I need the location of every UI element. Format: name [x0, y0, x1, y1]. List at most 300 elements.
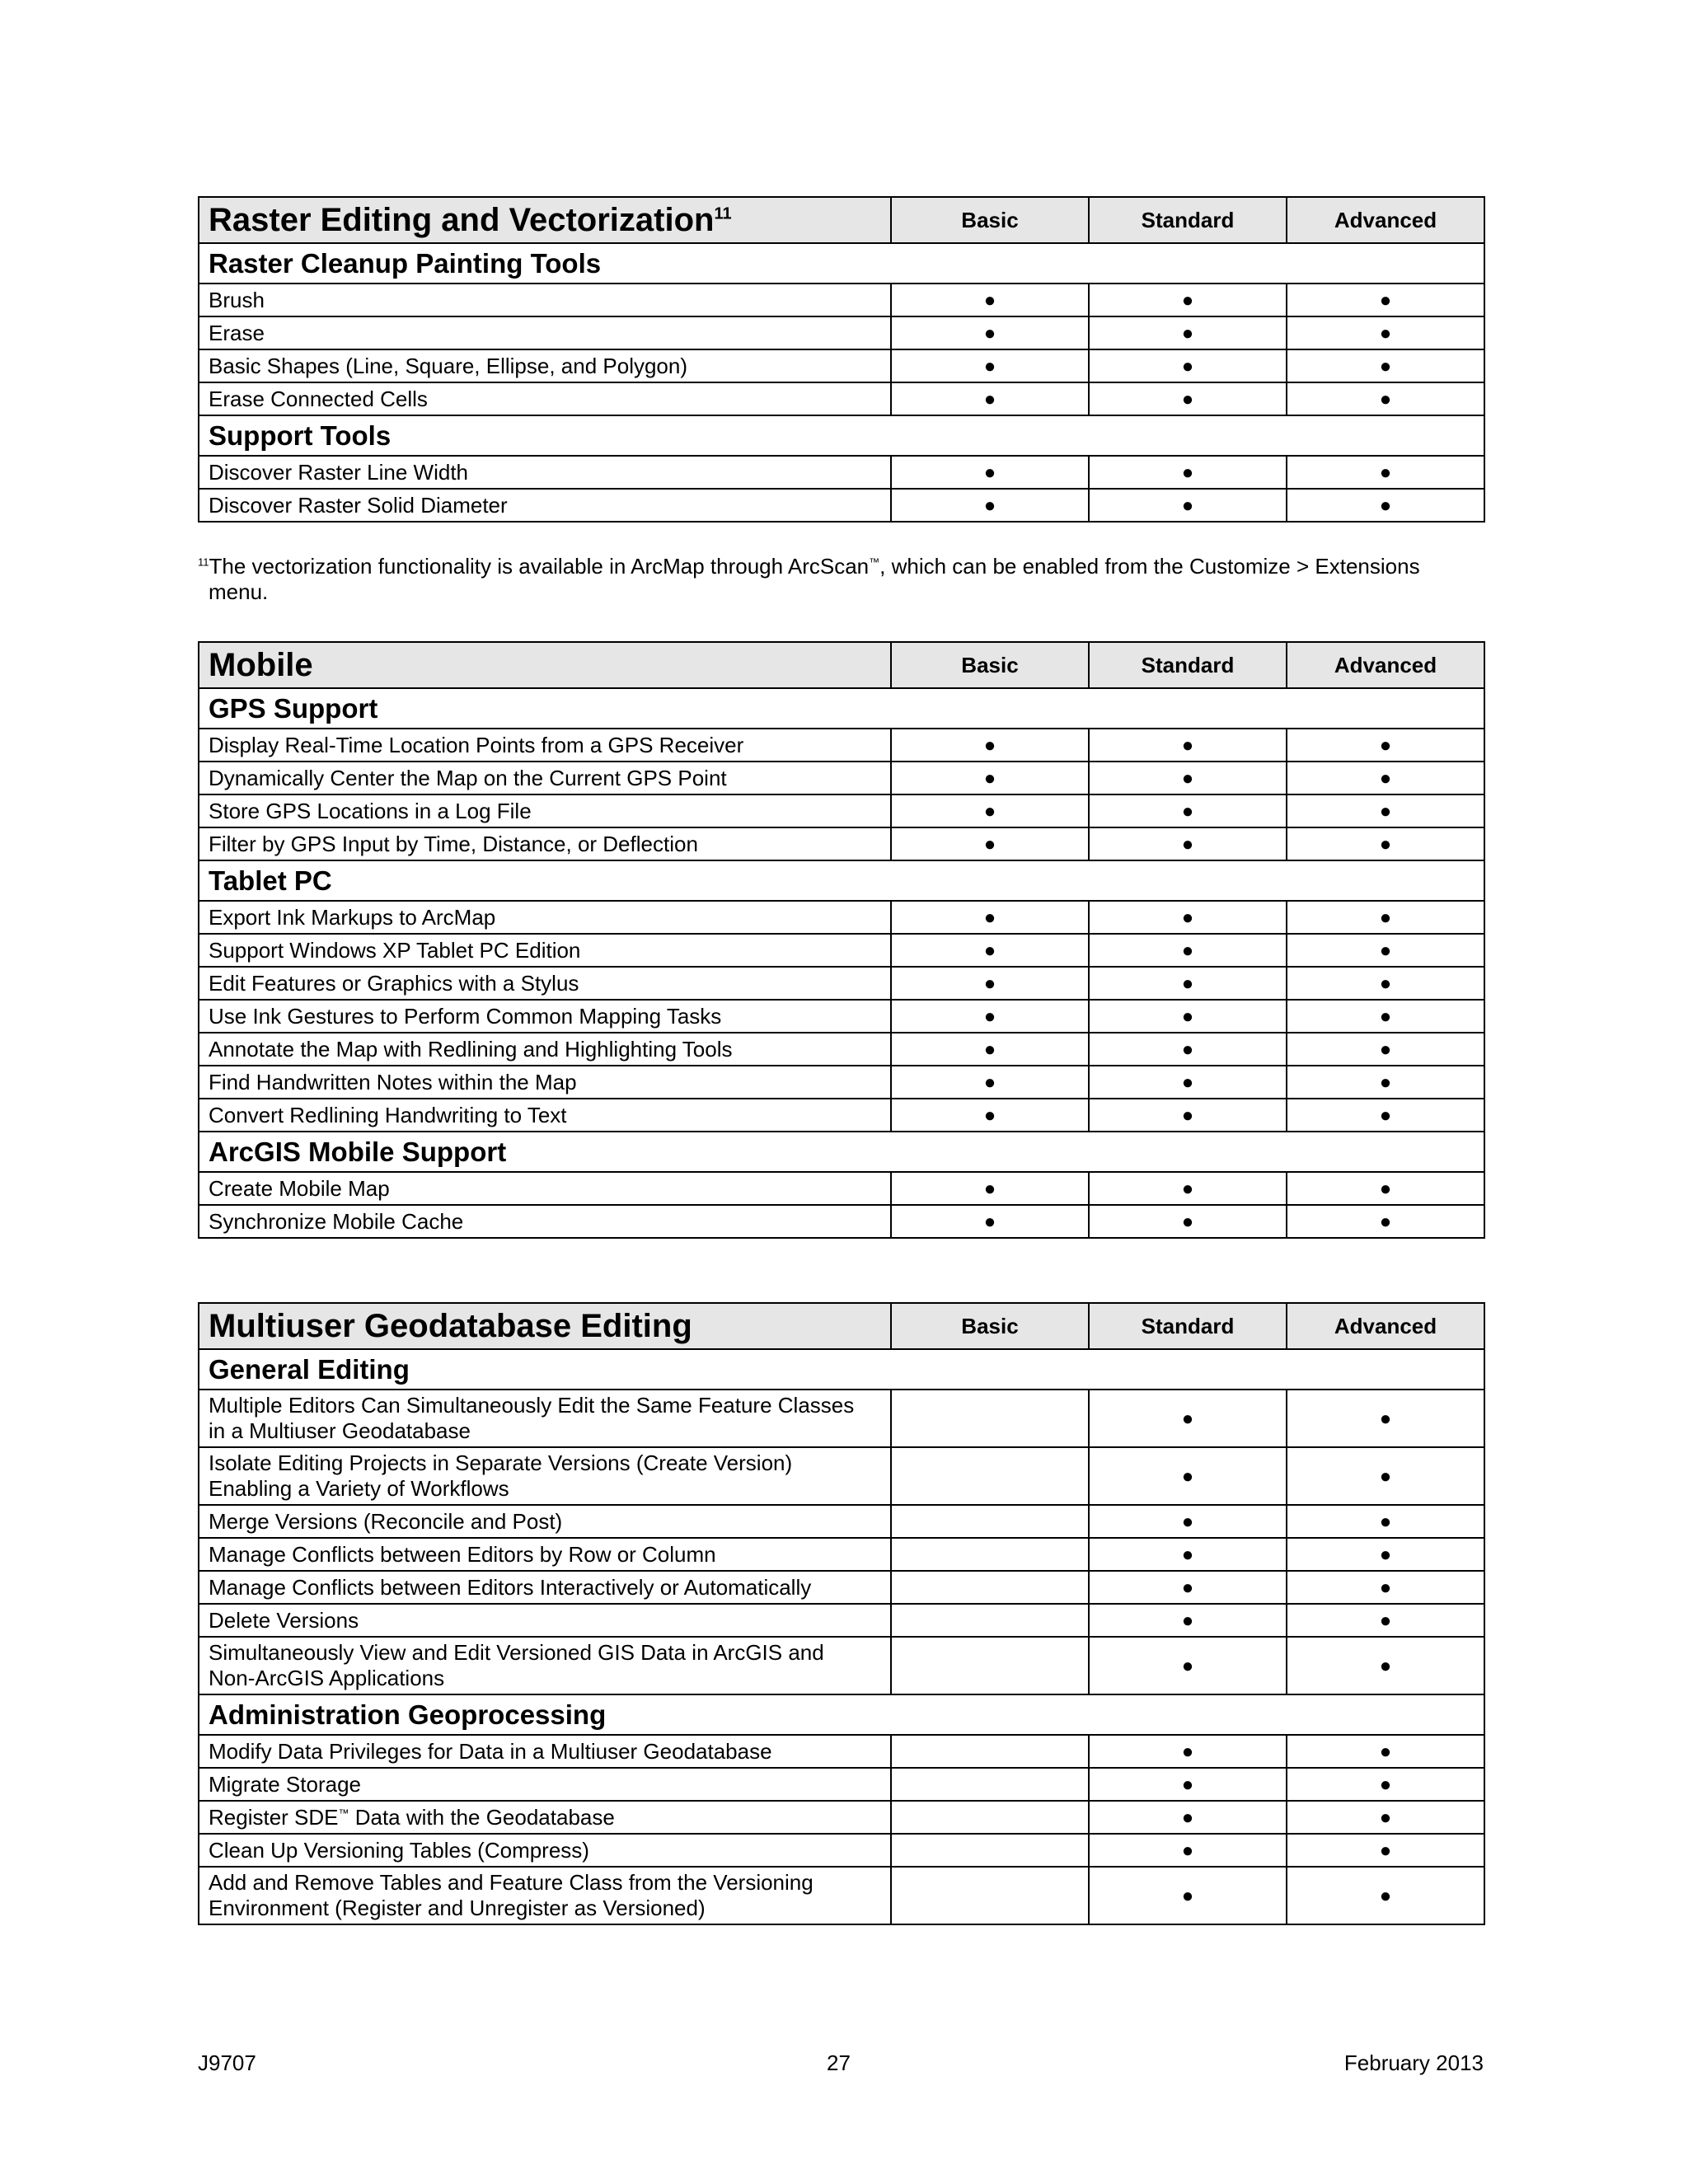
availability-cell-advanced: [1287, 794, 1484, 827]
availability-dot: ●: [1379, 832, 1392, 855]
footnote-text-3: menu.: [209, 579, 269, 604]
feature-label-text: Find Handwritten Notes within the Map: [209, 1069, 577, 1094]
feature-label: [199, 1637, 891, 1694]
availability-cell-standard: [1089, 729, 1287, 762]
availability-cell-standard: [1089, 1735, 1287, 1768]
availability-dot: ●: [1181, 461, 1194, 484]
table-row: [199, 349, 1484, 382]
table-row: [199, 1834, 1484, 1867]
availability-cell-advanced: [1287, 1768, 1484, 1801]
feature-label-text: Create Mobile Map: [209, 1175, 390, 1201]
table-row: [199, 1637, 1484, 1694]
table-row: [199, 1033, 1484, 1066]
availability-dot: ●: [1181, 1839, 1194, 1862]
availability-cell-basic: [891, 456, 1089, 489]
feature-label: [199, 934, 891, 967]
feature-label: [199, 1505, 891, 1538]
availability-dot: ●: [983, 1005, 996, 1028]
availability-cell-standard: [1089, 349, 1287, 382]
availability-cell-basic: [891, 1768, 1089, 1801]
table-row: [199, 1735, 1484, 1768]
table-row: [199, 762, 1484, 794]
table-title-text: Mobile: [209, 646, 313, 683]
feature-label-line: Simultaneously View and Edit Versioned GIS Data in ArcGIS and: [209, 1640, 824, 1665]
table-row: [199, 1571, 1484, 1604]
table-title-text: Raster Editing and Vectorization: [209, 201, 715, 238]
availability-cell-basic: [891, 729, 1089, 762]
feature-label-line: in a Multiuser Geodatabase: [209, 1418, 471, 1443]
feature-label-line: Add and Remove Tables and Feature Class from the Versioning: [209, 1870, 814, 1895]
feature-label-line: Enabling a Variety of Workflows: [209, 1476, 509, 1501]
section-title: Administration Geoprocessing: [199, 1694, 1484, 1735]
feature-label-text: Use Ink Gestures to Perform Common Mapping Tasks: [209, 1003, 722, 1029]
feature-label-text: Dynamically Center the Map on the Current GPS Point: [209, 765, 727, 790]
availability-dot: ●: [1181, 387, 1194, 410]
section-header-row: [199, 1132, 1484, 1172]
availability-cell-standard: [1089, 1033, 1287, 1066]
availability-dot: ●: [1181, 799, 1194, 823]
feature-label: [199, 382, 891, 415]
feature-label-text: Modify Data Privileges for Data in a Multiuser Geodatabase: [209, 1738, 772, 1764]
feature-label-text: Migrate Storage: [209, 1771, 361, 1797]
table-row: [199, 934, 1484, 967]
availability-dot: ●: [1181, 1465, 1194, 1488]
availability-dot: ●: [983, 321, 996, 344]
availability-cell-advanced: [1287, 284, 1484, 316]
feature-label-text: Basic Shapes (Line, Square, Ellipse, and Polygon): [209, 353, 688, 378]
availability-dot: ●: [1181, 939, 1194, 962]
table-row: [199, 901, 1484, 934]
availability-dot: ●: [1181, 832, 1194, 855]
table-row: [199, 729, 1484, 762]
feature-label: [199, 1571, 891, 1604]
availability-dot: ●: [1379, 1654, 1392, 1677]
availability-cell-basic: [891, 1538, 1089, 1571]
availability-cell-standard: [1089, 1205, 1287, 1238]
feature-label: [199, 1390, 891, 1447]
availability-cell-standard: [1089, 1604, 1287, 1637]
availability-cell-standard: [1089, 1000, 1287, 1033]
section-title: Raster Cleanup Painting Tools: [199, 243, 1484, 284]
availability-cell-standard: [1089, 901, 1287, 934]
availability-cell-advanced: [1287, 316, 1484, 349]
feature-label-text: Convert Redlining Handwriting to Text: [209, 1102, 567, 1127]
availability-cell-standard: [1089, 456, 1287, 489]
section-header-row: [199, 860, 1484, 901]
feature-label: [199, 1735, 891, 1768]
table-title-text: Multiuser Geodatabase Editing: [209, 1307, 692, 1344]
table-row: [199, 1390, 1484, 1447]
availability-dot: ●: [983, 766, 996, 790]
availability-cell-advanced: [1287, 1000, 1484, 1033]
availability-cell-standard: [1089, 794, 1287, 827]
column-header-basic: Basic: [891, 1303, 1089, 1349]
availability-dot: ●: [1379, 1609, 1392, 1632]
availability-cell-advanced: [1287, 1538, 1484, 1571]
availability-cell-advanced: [1287, 1801, 1484, 1834]
column-header-basic: Basic: [891, 197, 1089, 243]
availability-cell-advanced: [1287, 382, 1484, 415]
section-title: ArcGIS Mobile Support: [199, 1132, 1484, 1172]
table-header-row: [199, 1303, 1484, 1349]
table-row: [199, 1000, 1484, 1033]
feature-label: [199, 762, 891, 794]
section-title: Support Tools: [199, 415, 1484, 456]
table-row: [199, 1801, 1484, 1834]
availability-cell-advanced: [1287, 1834, 1484, 1867]
trademark-symbol: ™: [869, 555, 880, 569]
availability-cell-standard: [1089, 1505, 1287, 1538]
availability-cell-advanced: [1287, 1505, 1484, 1538]
availability-cell-basic: [891, 762, 1089, 794]
availability-dot: ●: [1181, 1104, 1194, 1127]
feature-label: [199, 489, 891, 522]
availability-dot: ●: [1181, 321, 1194, 344]
feature-label: [199, 1205, 891, 1238]
feature-label: [199, 1066, 891, 1099]
availability-cell-advanced: [1287, 456, 1484, 489]
table-row: [199, 489, 1484, 522]
availability-dot: ●: [1181, 972, 1194, 995]
feature-label-text: Display Real-Time Location Points from a GPS Receiver: [209, 732, 744, 757]
availability-cell-advanced: [1287, 934, 1484, 967]
availability-cell-standard: [1089, 489, 1287, 522]
availability-dot: ●: [1379, 354, 1392, 377]
availability-cell-basic: [891, 1033, 1089, 1066]
section-header-row: [199, 1694, 1484, 1735]
availability-dot: ●: [1379, 288, 1392, 312]
availability-cell-standard: [1089, 1801, 1287, 1834]
availability-dot: ●: [1379, 321, 1392, 344]
availability-cell-advanced: [1287, 827, 1484, 860]
availability-dot: ●: [1379, 733, 1392, 757]
availability-dot: ●: [983, 832, 996, 855]
feature-label-text: Merge Versions (Reconcile and Post): [209, 1508, 563, 1534]
availability-cell-basic: [891, 794, 1089, 827]
availability-dot: ●: [1379, 799, 1392, 823]
availability-dot: ●: [1181, 1407, 1194, 1430]
availability-dot: ●: [1181, 906, 1194, 929]
footnote-text-1: The vectorization functionality is available in ArcMap through ArcScan: [209, 554, 870, 579]
availability-dot: ●: [1181, 1210, 1194, 1233]
availability-dot: ●: [983, 1038, 996, 1061]
availability-dot: ●: [1379, 1884, 1392, 1907]
availability-cell-basic: [891, 382, 1089, 415]
footer-doc-id: J9707: [198, 2050, 256, 2075]
column-header-basic: Basic: [891, 642, 1089, 688]
section-header-row: [199, 1349, 1484, 1390]
availability-dot: ●: [983, 939, 996, 962]
availability-dot: ●: [1379, 1773, 1392, 1796]
section-title: General Editing: [199, 1349, 1484, 1390]
availability-cell-basic: [891, 901, 1089, 934]
availability-dot: ●: [983, 288, 996, 312]
availability-cell-standard: [1089, 284, 1287, 316]
availability-dot: ●: [1379, 1210, 1392, 1233]
feature-label-text: Store GPS Locations in a Log File: [209, 798, 532, 823]
availability-cell-advanced: [1287, 1066, 1484, 1099]
availability-cell-advanced: [1287, 762, 1484, 794]
table-row: [199, 1768, 1484, 1801]
availability-cell-basic: [891, 934, 1089, 967]
feature-label-text: Export Ink Markups to ArcMap: [209, 904, 496, 930]
feature-label-text: Delete Versions: [209, 1607, 359, 1633]
feature-label: [199, 1033, 891, 1066]
table-row: [199, 794, 1484, 827]
availability-cell-basic: [891, 1801, 1089, 1834]
feature-label-text: Brush: [209, 287, 265, 312]
table-row: [199, 382, 1484, 415]
availability-dot: ●: [1181, 354, 1194, 377]
availability-cell-basic: [891, 1099, 1089, 1132]
feature-label-text: Discover Raster Solid Diameter: [209, 492, 508, 518]
availability-dot: ●: [1379, 1038, 1392, 1061]
column-header-standard: Standard: [1089, 1303, 1287, 1349]
availability-dot: ●: [1379, 972, 1392, 995]
availability-dot: ●: [1379, 1104, 1392, 1127]
feature-label: [199, 1834, 891, 1867]
availability-cell-advanced: [1287, 1604, 1484, 1637]
feature-label: [199, 827, 891, 860]
trademark-symbol: ™: [338, 1806, 349, 1819]
availability-cell-standard: [1089, 1172, 1287, 1205]
availability-cell-advanced: [1287, 1390, 1484, 1447]
feature-label: [199, 1768, 891, 1801]
feature-label-text: Annotate the Map with Redlining and Highlighting Tools: [209, 1036, 733, 1062]
availability-cell-standard: [1089, 827, 1287, 860]
availability-dot: ●: [983, 461, 996, 484]
feature-label: [199, 794, 891, 827]
availability-cell-basic: [891, 1867, 1089, 1924]
availability-cell-basic: [891, 1637, 1089, 1694]
availability-dot: ●: [1379, 939, 1392, 962]
availability-cell-standard: [1089, 382, 1287, 415]
column-header-standard: Standard: [1089, 642, 1287, 688]
availability-cell-standard: [1089, 1571, 1287, 1604]
availability-dot: ●: [1181, 1005, 1194, 1028]
availability-dot: ●: [1379, 1543, 1392, 1566]
availability-dot: ●: [983, 1210, 996, 1233]
feature-label: [199, 349, 891, 382]
availability-dot: ●: [1379, 1576, 1392, 1599]
feature-label-text: Register SDE: [209, 1804, 339, 1830]
feature-label: [199, 967, 891, 1000]
table-row: [199, 456, 1484, 489]
feature-label: [199, 284, 891, 316]
column-header-advanced: Advanced: [1287, 1303, 1484, 1349]
feature-label: [199, 1604, 891, 1637]
availability-cell-basic: [891, 1066, 1089, 1099]
table-row: [199, 1604, 1484, 1637]
feature-label: [199, 456, 891, 489]
table-row: [199, 1066, 1484, 1099]
table-row: [199, 1172, 1484, 1205]
feature-label-text: Manage Conflicts between Editors Interactively or Automatically: [209, 1574, 812, 1600]
availability-cell-basic: [891, 1205, 1089, 1238]
table-row: [199, 1505, 1484, 1538]
availability-cell-standard: [1089, 1867, 1287, 1924]
table-row: [199, 1205, 1484, 1238]
availability-dot: ●: [983, 733, 996, 757]
feature-label: [199, 1447, 891, 1505]
footnote-ref: 11: [714, 204, 732, 223]
availability-cell-advanced: [1287, 1867, 1484, 1924]
availability-dot: ●: [1181, 1576, 1194, 1599]
feature-label-text: Clean Up Versioning Tables (Compress): [209, 1837, 589, 1863]
table-title: [199, 642, 891, 688]
feature-label: [199, 1867, 891, 1924]
footer-date: February 2013: [1343, 2050, 1484, 2075]
availability-cell-advanced: [1287, 729, 1484, 762]
footnote-marker: 11: [198, 555, 209, 569]
section-title: Tablet PC: [199, 860, 1484, 901]
availability-cell-basic: [891, 1834, 1089, 1867]
availability-dot: ●: [1379, 1071, 1392, 1094]
feature-label-text: Synchronize Mobile Cache: [209, 1208, 464, 1234]
availability-dot: ●: [983, 1071, 996, 1094]
availability-cell-basic: [891, 489, 1089, 522]
section-header-row: [199, 688, 1484, 729]
availability-cell-advanced: [1287, 1172, 1484, 1205]
availability-dot: ●: [983, 906, 996, 929]
availability-cell-advanced: [1287, 967, 1484, 1000]
table-title: [199, 1303, 891, 1349]
availability-dot: ●: [1181, 766, 1194, 790]
availability-dot: ●: [983, 972, 996, 995]
availability-dot: ●: [983, 1104, 996, 1127]
availability-cell-advanced: [1287, 1735, 1484, 1768]
availability-cell-advanced: [1287, 901, 1484, 934]
feature-label-text: Erase Connected Cells: [209, 386, 428, 411]
availability-cell-basic: [891, 1172, 1089, 1205]
column-header-advanced: Advanced: [1287, 197, 1484, 243]
availability-cell-standard: [1089, 1066, 1287, 1099]
availability-cell-standard: [1089, 967, 1287, 1000]
table-title: [199, 197, 891, 243]
availability-dot: ●: [1379, 1806, 1392, 1829]
mobile-table: [198, 641, 1485, 1239]
availability-cell-standard: [1089, 1447, 1287, 1505]
feature-label-text: Edit Features or Graphics with a Stylus: [209, 970, 579, 996]
availability-cell-standard: [1089, 762, 1287, 794]
table-row: [199, 1099, 1484, 1132]
column-header-advanced: Advanced: [1287, 642, 1484, 688]
availability-dot: ●: [1181, 1806, 1194, 1829]
availability-dot: ●: [1181, 1177, 1194, 1200]
availability-dot: ●: [983, 799, 996, 823]
feature-label: [199, 901, 891, 934]
feature-label-line: Multiple Editors Can Simultaneously Edit the Same Feature Classes: [209, 1393, 855, 1418]
availability-cell-standard: [1089, 1390, 1287, 1447]
feature-label: [199, 1801, 891, 1834]
availability-dot: ●: [1379, 1510, 1392, 1533]
table-row: [199, 316, 1484, 349]
availability-dot: ●: [1379, 387, 1392, 410]
availability-dot: ●: [1181, 1773, 1194, 1796]
availability-cell-standard: [1089, 1099, 1287, 1132]
availability-cell-basic: [891, 1735, 1089, 1768]
section-header-row: [199, 415, 1484, 456]
availability-cell-standard: [1089, 1538, 1287, 1571]
availability-dot: ●: [983, 387, 996, 410]
availability-dot: ●: [1181, 1071, 1194, 1094]
availability-dot: ●: [1181, 1740, 1194, 1763]
feature-label-text: Erase: [209, 320, 265, 345]
availability-cell-basic: [891, 1505, 1089, 1538]
availability-cell-basic: [891, 967, 1089, 1000]
feature-label: [199, 1099, 891, 1132]
section-title: GPS Support: [199, 688, 1484, 729]
table-header-row: [199, 197, 1484, 243]
footnote-text-2: , which can be enabled from the Customize > Extensions: [879, 554, 1420, 579]
availability-cell-advanced: [1287, 1637, 1484, 1694]
availability-cell-basic: [891, 1447, 1089, 1505]
multiuser-geodatabase-table: [198, 1302, 1485, 1925]
availability-dot: ●: [983, 354, 996, 377]
feature-label: [199, 316, 891, 349]
availability-dot: ●: [1379, 494, 1392, 517]
availability-dot: ●: [1181, 494, 1194, 517]
feature-label-line: Environment (Register and Unregister as Versioned): [209, 1896, 706, 1920]
availability-cell-basic: [891, 1390, 1089, 1447]
availability-dot: ●: [1379, 1005, 1392, 1028]
availability-cell-standard: [1089, 1834, 1287, 1867]
column-header-standard: Standard: [1089, 197, 1287, 243]
availability-dot: ●: [1379, 906, 1392, 929]
availability-dot: ●: [1181, 1609, 1194, 1632]
availability-dot: ●: [1379, 1177, 1392, 1200]
availability-cell-advanced: [1287, 349, 1484, 382]
table-header-row: [199, 642, 1484, 688]
availability-dot: ●: [1379, 766, 1392, 790]
feature-label: [199, 1000, 891, 1033]
availability-dot: ●: [1181, 1510, 1194, 1533]
raster-editing-table: [198, 196, 1485, 523]
feature-label-text: Support Windows XP Tablet PC Edition: [209, 937, 581, 963]
availability-cell-advanced: [1287, 1571, 1484, 1604]
availability-cell-advanced: [1287, 1205, 1484, 1238]
availability-cell-basic: [891, 316, 1089, 349]
section-header-row: [199, 243, 1484, 284]
availability-dot: ●: [1379, 461, 1392, 484]
feature-label-line: Isolate Editing Projects in Separate Versions (Create Version): [209, 1451, 793, 1475]
availability-cell-basic: [891, 1000, 1089, 1033]
availability-cell-basic: [891, 827, 1089, 860]
availability-dot: ●: [1181, 1038, 1194, 1061]
availability-dot: ●: [1181, 733, 1194, 757]
footer-page-number: 27: [827, 2050, 851, 2075]
availability-dot: ●: [1379, 1465, 1392, 1488]
table-row: [199, 827, 1484, 860]
availability-cell-standard: [1089, 934, 1287, 967]
availability-cell-advanced: [1287, 1099, 1484, 1132]
availability-cell-basic: [891, 1604, 1089, 1637]
availability-dot: ●: [1181, 288, 1194, 312]
availability-dot: ●: [1181, 1884, 1194, 1907]
availability-dot: ●: [983, 1177, 996, 1200]
feature-label: [199, 729, 891, 762]
availability-dot: ●: [1181, 1654, 1194, 1677]
availability-dot: ●: [983, 494, 996, 517]
table-row: [199, 967, 1484, 1000]
feature-label-text-cont: Data with the Geodatabase: [349, 1804, 615, 1830]
availability-cell-advanced: [1287, 1447, 1484, 1505]
feature-label-text: Filter by GPS Input by Time, Distance, or Deflection: [209, 831, 698, 856]
availability-cell-standard: [1089, 1768, 1287, 1801]
feature-label-text: Discover Raster Line Width: [209, 459, 468, 485]
availability-cell-basic: [891, 349, 1089, 382]
feature-label-line: Non-ArcGIS Applications: [209, 1666, 445, 1690]
